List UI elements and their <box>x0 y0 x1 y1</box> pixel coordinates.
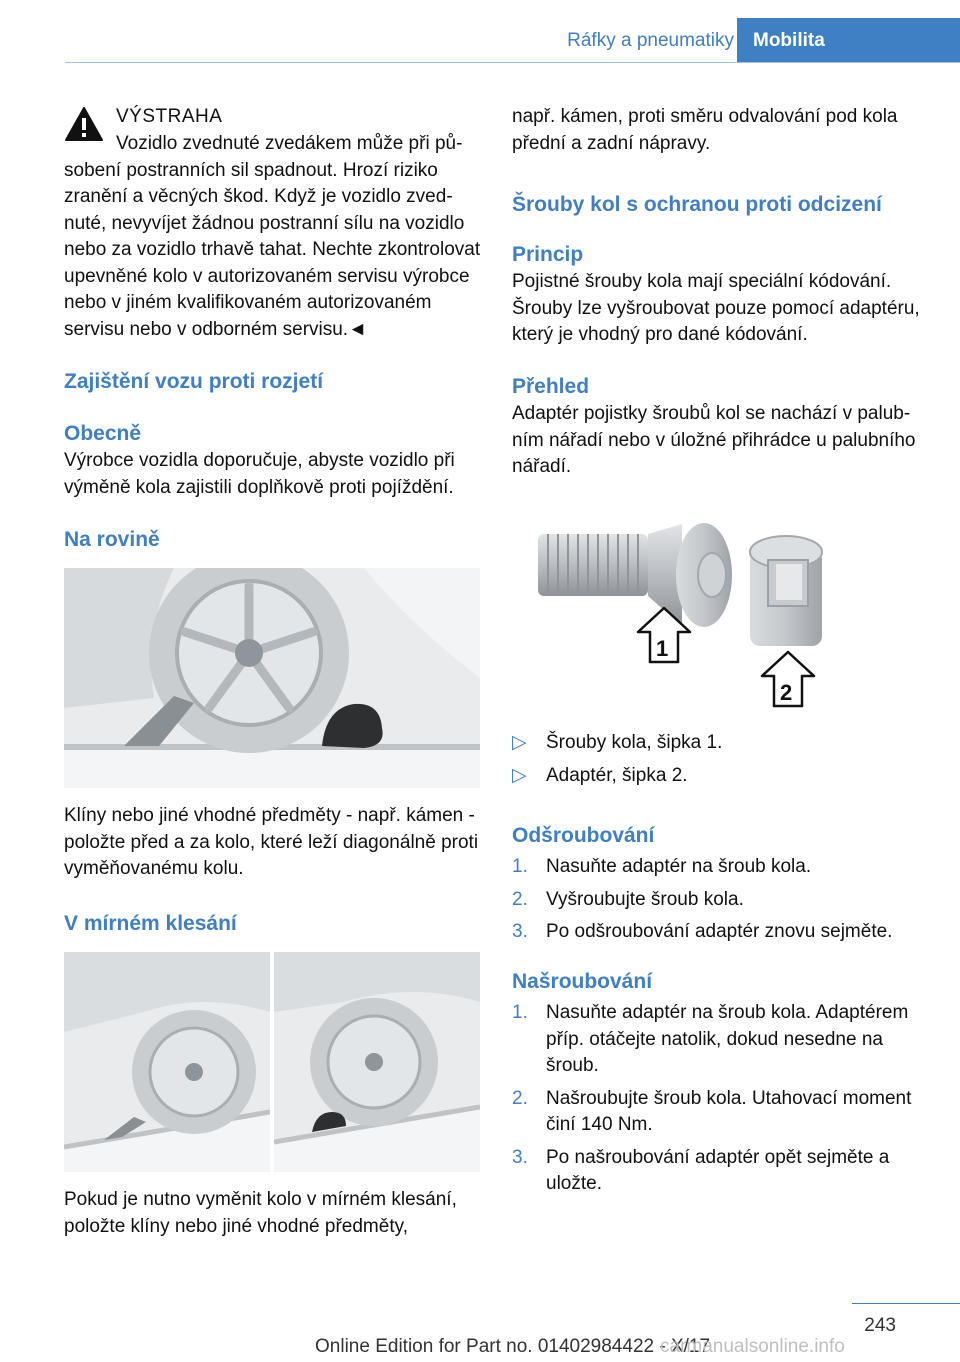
subsection-overview <box>512 373 930 481</box>
flat-text: Klíny nebo jiné vhodné předměty - např. kámen - položte před a za kolo, které leží diagonálně proti vyměňovanému kolu. <box>64 805 479 879</box>
flat-ground-photo <box>64 568 480 788</box>
step-number: 3. <box>512 921 528 942</box>
subheading-general: Obecně <box>64 422 142 445</box>
step-item <box>512 1145 930 1198</box>
footer-rule <box>852 1303 960 1304</box>
arrow-label-2: 2 <box>780 680 793 705</box>
step-number: 1. <box>512 856 528 877</box>
step-number: 3. <box>512 1146 528 1168</box>
page-number: 243 <box>864 1315 896 1336</box>
legend-item-text: Adaptér, šipka 2. <box>546 764 688 786</box>
slope-text: Pokud je nutno vyměnit kolo v mírném klesání, položte klíny nebo jiné vhodné předměty, <box>64 1189 457 1237</box>
overview-text: Adaptér pojistky šroubů kol se nachází v palubním nářadí nebo v úložné přihrádce u palubního nářadí. <box>512 403 916 477</box>
step-text: Po odšroubování adaptér znovu sejměte. <box>546 921 893 942</box>
warning-text: Vozidlo zvednuté zvedákem může při působení postranních sil spadnout. Hrozí riziko zranění a věcných škod. Když je vozidlo zvednuté, nevyvíjet žádnou postranní sílu na vozidlo nebo za vozidlo trhavě tahat. Nechte zkontrolovat upevněné kolo v autorizovaném servisu výrobce nebo v jiném kvalifikovaném autorizovaném servisu nebo v odborném servisu.◄ <box>64 133 481 340</box>
step-item <box>512 1086 930 1139</box>
flat-paragraph <box>64 803 482 883</box>
general-text: Výrobce vozidla doporučuje, abyste vozidlo při výměně kola zajistili doplňkově proti pojíždění. <box>64 450 455 498</box>
subheading-slope: V mírném klesání <box>64 912 237 935</box>
step-item <box>512 854 930 881</box>
subsection-slope <box>64 910 482 938</box>
slope-paragraph <box>64 1187 482 1240</box>
arrow-label-1: 1 <box>656 636 669 661</box>
subsection-general <box>64 420 482 501</box>
step-item <box>512 887 930 914</box>
header-rule <box>65 62 960 63</box>
legend-item-text: Šrouby kola, šipka 1. <box>546 732 723 753</box>
legend-list <box>512 730 930 789</box>
heading-secure: Zajištění vozu proti rozjetí <box>64 370 324 393</box>
unscrew-steps <box>512 854 930 946</box>
step-text: Nasuňte adaptér na šroub kola. <box>546 856 812 877</box>
section-title: Ráfky a pneumatiky <box>567 30 734 51</box>
chapter-tab-label: Mobilita <box>753 30 825 51</box>
step-item <box>512 919 930 946</box>
principle-text: Pojistné šrouby kola mají speciální kódování. Šrouby lze vyšroubovat pouze pomocí adaptéru, který je vhodný pro dané kódování. <box>512 271 920 345</box>
section-secure <box>64 368 482 396</box>
step-text: Vyšroubujte šroub kola. <box>546 888 744 910</box>
triangle-bullet-icon: ▷ <box>512 732 527 753</box>
subheading-flat: Na rovině <box>64 528 160 551</box>
step-text: Nasuňte adaptér na šroub kola. Adaptérem příp. otáčejte natolik, dokud nesedne na šroub. <box>546 1002 909 1076</box>
slope-photo-rear <box>274 952 480 1172</box>
step-number: 1. <box>512 1002 528 1023</box>
subsection-principle <box>512 241 930 349</box>
subheading-principle: Princip <box>512 243 584 266</box>
step-text: Našroubujte šroub kola. Utahovací moment činí 140 Nm. <box>546 1087 912 1135</box>
subheading-unscrew: Odšroubování <box>512 824 655 847</box>
slope-photo-front <box>64 952 270 1172</box>
screw-steps <box>512 1000 930 1198</box>
section-bolts <box>512 191 930 219</box>
legend-item <box>512 730 930 757</box>
step-number: 2. <box>512 1087 528 1109</box>
heading-bolts: Šrouby kol s ochranou proti odcizení <box>512 193 882 216</box>
continued-paragraph <box>512 104 930 157</box>
continued-text: např. kámen, proti směru odvalování pod kola přední a zadní nápravy. <box>512 106 898 154</box>
subsection-screw <box>512 968 930 1198</box>
subsection-flat <box>64 526 482 554</box>
warning-body <box>64 131 482 343</box>
warning-block <box>116 104 482 131</box>
edition-note: Online Edition for Part no. 01402984422 - X/17 <box>315 1336 711 1357</box>
watermark: carmanualsonline.info <box>660 1336 845 1357</box>
subheading-screw: Našroubování <box>512 970 653 993</box>
step-item <box>512 1000 930 1080</box>
legend-item <box>512 763 930 790</box>
legend-list-block <box>512 730 930 789</box>
step-text: Po našroubování adaptér opět sejměte a uložte. <box>546 1146 890 1194</box>
warning-title: VÝSTRAHA <box>116 106 223 127</box>
subsection-unscrew <box>512 822 930 946</box>
subheading-overview: Přehled <box>512 375 590 398</box>
triangle-bullet-icon: ▷ <box>512 764 527 786</box>
step-number: 2. <box>512 888 528 910</box>
